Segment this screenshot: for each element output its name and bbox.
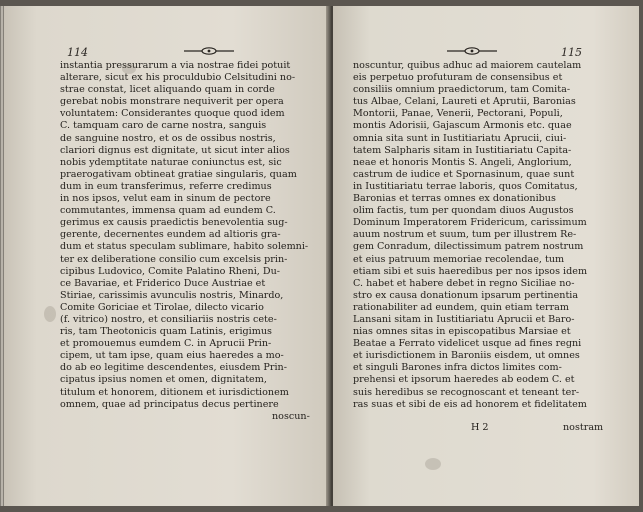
text-line: do ab eo legitime descendentes, eiusdem Prin- bbox=[60, 362, 287, 374]
text-line: et iurisdictionem in Baroniis eisdem, ut omnes bbox=[353, 350, 580, 362]
text-line: nias omnes sitas in episcopatibus Marsiae et bbox=[353, 326, 571, 338]
text-line: Dominum Imperatorem Fridericum, carissimum bbox=[353, 217, 587, 229]
text-line: gerimus ex causis praedictis benevolentia sug- bbox=[60, 217, 288, 229]
text-line: ter ex deliberatione consilio cum excelsis prin- bbox=[60, 253, 288, 265]
text-line: cipem, ut tam ipse, quam eius haeredes a mo- bbox=[60, 350, 284, 362]
right-page bbox=[333, 6, 639, 506]
text-line: titulum et honorem, ditionem et iurisdictionem bbox=[60, 386, 289, 398]
text-line: et eius patruum memoriae recolendae, tum bbox=[353, 253, 565, 265]
text-line: etiam sibi et suis haeredibus per nos ipsos idem bbox=[353, 265, 588, 277]
text-line: ce Bavariae, et Friderico Duce Austriae et bbox=[60, 277, 266, 289]
text-line: prehensi et ipsorum haeredes ab eodem C. et bbox=[353, 374, 575, 386]
text-line: castrum de iudice et Spornasinum, quae sunt bbox=[353, 168, 575, 180]
left-page-text bbox=[60, 60, 308, 411]
left-head-ornament bbox=[182, 46, 236, 56]
text-line: ras suas et sibi de eis ad honorem et fidelitatem bbox=[353, 398, 587, 410]
text-line: gerente, decernentes eundem ad altioris gra- bbox=[60, 229, 281, 241]
text-line: praerogativam obtineat gratiae singularis, quam bbox=[60, 168, 297, 180]
text-line: Montorii, Panae, Venerii, Pectorani, Populi, bbox=[353, 108, 563, 120]
text-line: nobis ydemptitate naturae coniunctus est, sic bbox=[60, 156, 282, 168]
text-line: gem Conradum, dilectissimum patrem nostrum bbox=[353, 241, 584, 253]
text-line: Comite Goriciae et Tirolae, dilecto vicario bbox=[60, 301, 264, 313]
text-line: consiliis omnium praedictorum, tam Comita- bbox=[353, 84, 571, 96]
text-line: olim factis, tum per quondam diuos Augustos bbox=[353, 205, 574, 217]
stain bbox=[425, 458, 441, 470]
text-line: suis heredibus se recognoscant et teneant ter- bbox=[353, 386, 580, 398]
text-line: (f. vitrico) nostro, et consiliariis nostris cete- bbox=[60, 313, 277, 325]
text-line: clariori dignus est dignitate, ut sicut inter alios bbox=[60, 144, 290, 156]
text-line: C. habet et habere debet in regno Siciliae no- bbox=[353, 277, 575, 289]
text-line: Beatae a Ferrato videlicet usque ad fines regni bbox=[353, 338, 582, 350]
text-line: gerebat nobis monstrare nequiverit per opera bbox=[60, 96, 284, 108]
text-line: et promouemus eumdem C. in Aprucii Prin- bbox=[60, 338, 272, 350]
text-line: eis perpetuo profuturam de consensibus et bbox=[353, 72, 563, 84]
right-head-ornament bbox=[445, 46, 499, 56]
text-line: dum in eum transferimus, referre credimus bbox=[60, 180, 272, 192]
text-line: Baronias et terras omnes ex donationibus bbox=[353, 193, 556, 205]
text-line: strae constat, licet aliquando quam in corde bbox=[60, 84, 275, 96]
text-line: rationabiliter ad eundem, quin etiam terram bbox=[353, 301, 569, 313]
text-line: alterare, sicut ex his proculdubio Celsitudini no- bbox=[60, 72, 296, 84]
right-page-text bbox=[353, 60, 587, 411]
text-line: C. tamquam caro de carne nostra, sanguis bbox=[60, 120, 267, 132]
text-line: Lansani sitam in Iustitiariatu Aprucii et Baro- bbox=[353, 313, 575, 325]
stain bbox=[122, 64, 136, 74]
left-page bbox=[4, 6, 331, 506]
text-line: neae et honoris Montis S. Angeli, Anglorium, bbox=[353, 156, 572, 168]
left-page-number: 114 bbox=[67, 46, 88, 59]
text-line: tus Albae, Celani, Laureti et Aprutii, Baronias bbox=[353, 96, 576, 108]
left-catchword: noscun- bbox=[272, 411, 310, 422]
text-line: ris, tam Theotonicis quam Latinis, erigimus bbox=[60, 326, 272, 338]
text-line: cipibus Ludovico, Comite Palatino Rheni, Du- bbox=[60, 265, 281, 277]
right-page-number: 115 bbox=[561, 46, 582, 59]
text-line: et singuli Barones infra dictos limites com- bbox=[353, 362, 562, 374]
text-line: stro ex causa donationum ipsarum pertinentia bbox=[353, 289, 579, 301]
text-line: omnem, quae ad principatus decus pertinere bbox=[60, 398, 279, 410]
right-catchword: nostram bbox=[563, 422, 604, 433]
text-line: in nos ipsos, velut eam in sinum de pectore bbox=[60, 193, 271, 205]
text-line: montis Adorisii, Gajascum Armonis etc. quae bbox=[353, 120, 572, 132]
text-line: cipatus ipsius nomen et omen, dignitatem, bbox=[60, 374, 267, 386]
signature-mark: H 2 bbox=[471, 422, 489, 433]
text-line: tatem Salpharis sitam in Iustitiariatu Capita- bbox=[353, 144, 572, 156]
text-line: Stiriae, carissimis avunculis nostris, Minardo, bbox=[60, 289, 284, 301]
text-line: dum et status speculam sublimare, habito solemni- bbox=[60, 241, 309, 253]
stain bbox=[44, 306, 56, 322]
text-line: voluntatem: Considerantes quoque quod idem bbox=[60, 108, 285, 120]
text-line: de sanguine nostro, et os de ossibus nostris, bbox=[60, 132, 276, 144]
text-line: commutantes, immensa quam ad eundem C. bbox=[60, 205, 276, 217]
text-line: omnia sita sunt in Iustitiariatu Aprucii, ciui- bbox=[353, 132, 567, 144]
text-line: auum nostrum et suum, tum per illustrem Re- bbox=[353, 229, 577, 241]
text-line: in Iustitiariatu terrae laboris, quos Comitatus, bbox=[353, 180, 578, 192]
text-line: instantia pressurarum a via nostrae fidei potuit bbox=[60, 60, 291, 71]
text-line: noscuntur, quibus adhuc ad maiorem cautelam bbox=[353, 60, 582, 71]
